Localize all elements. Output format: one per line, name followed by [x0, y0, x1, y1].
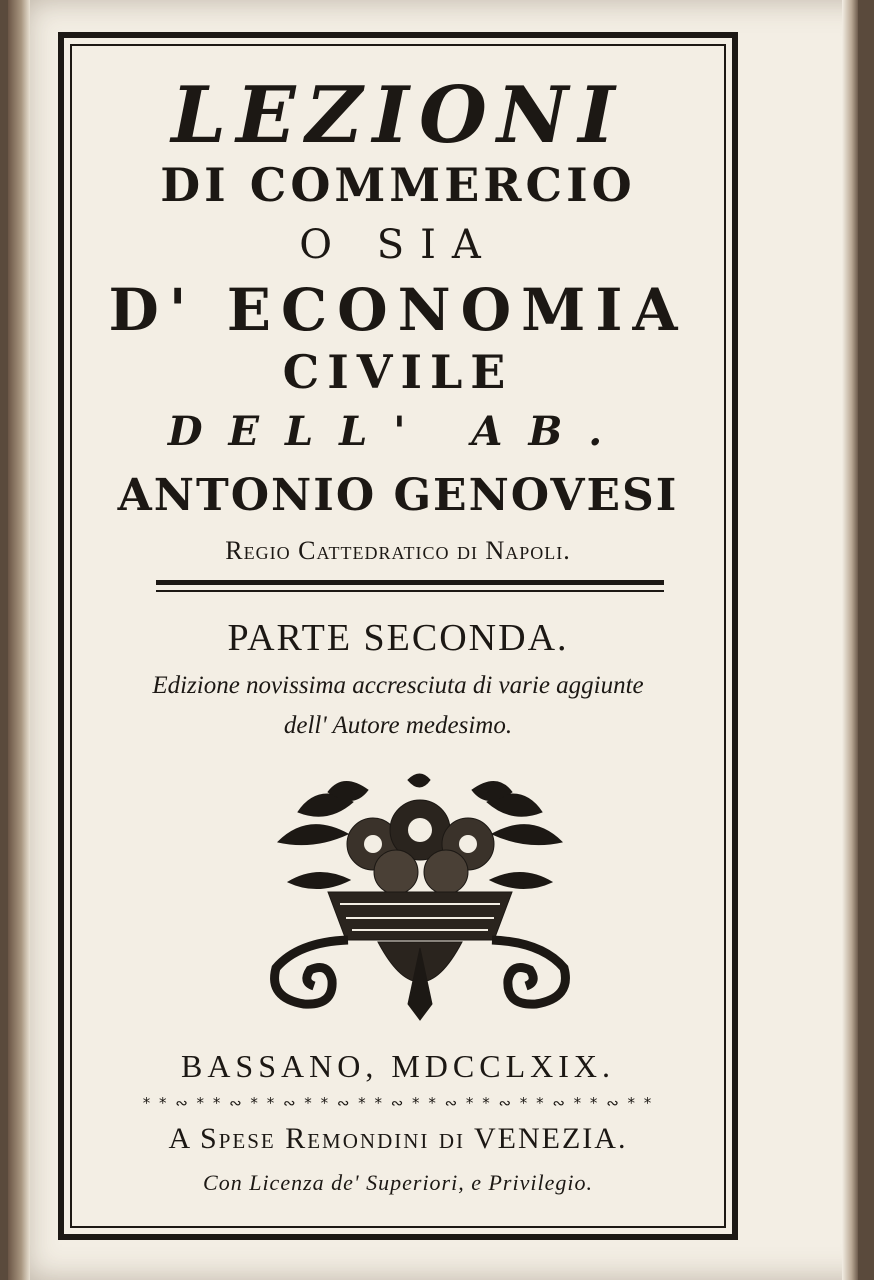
part-heading: PARTE SECONDA.	[227, 617, 569, 659]
book-spine-shadow	[8, 0, 30, 1280]
flower-icon	[424, 850, 468, 894]
imprint-place-year: BASSANO, MDCCLXIX.	[180, 1048, 616, 1084]
title-line-3: O SIA	[299, 222, 497, 268]
edition-line-1: Edizione novissima accresciuta di varie aggiunte	[152, 672, 644, 699]
leaf-icon	[278, 825, 348, 845]
divider-rule-thick	[156, 580, 664, 585]
scroll-base-icon	[275, 940, 348, 1004]
license-line: Con Licenza de' Superiori, e Privilegio.	[203, 1170, 593, 1195]
author-name: ANTONIO GENOVESI	[117, 470, 679, 521]
printer-ornament-row: * * ∾ * * ∾ * * ∾ * * ∾ * * ∾ * * ∾ * * ∾ * * ∾ * * ∾ * *	[142, 1094, 654, 1112]
publisher-line: A Spese Remondini di VENEZIA.	[168, 1122, 628, 1155]
author-title: Regio Cattedratico di Napoli.	[225, 536, 571, 565]
title-line-1: LEZIONI	[171, 70, 625, 161]
title-line-4: D' ECONOMIA	[108, 276, 688, 344]
author-prefix: DELL' AB.	[167, 408, 629, 455]
edition-line-2: dell' Autore medesimo.	[283, 712, 513, 739]
title-line-5: CIVILE	[282, 345, 514, 399]
divider-rule-thin	[156, 590, 664, 592]
flower-icon	[374, 850, 418, 894]
title-line-2: DI COMMERCIO	[160, 158, 636, 212]
leaf-icon	[490, 872, 552, 888]
leaf-icon	[288, 872, 350, 888]
leaf-icon	[408, 774, 430, 787]
basket-icon	[328, 892, 512, 940]
leaf-icon	[492, 825, 562, 845]
page-edge	[842, 0, 858, 1280]
flower-basket-woodcut-icon	[258, 772, 582, 1022]
